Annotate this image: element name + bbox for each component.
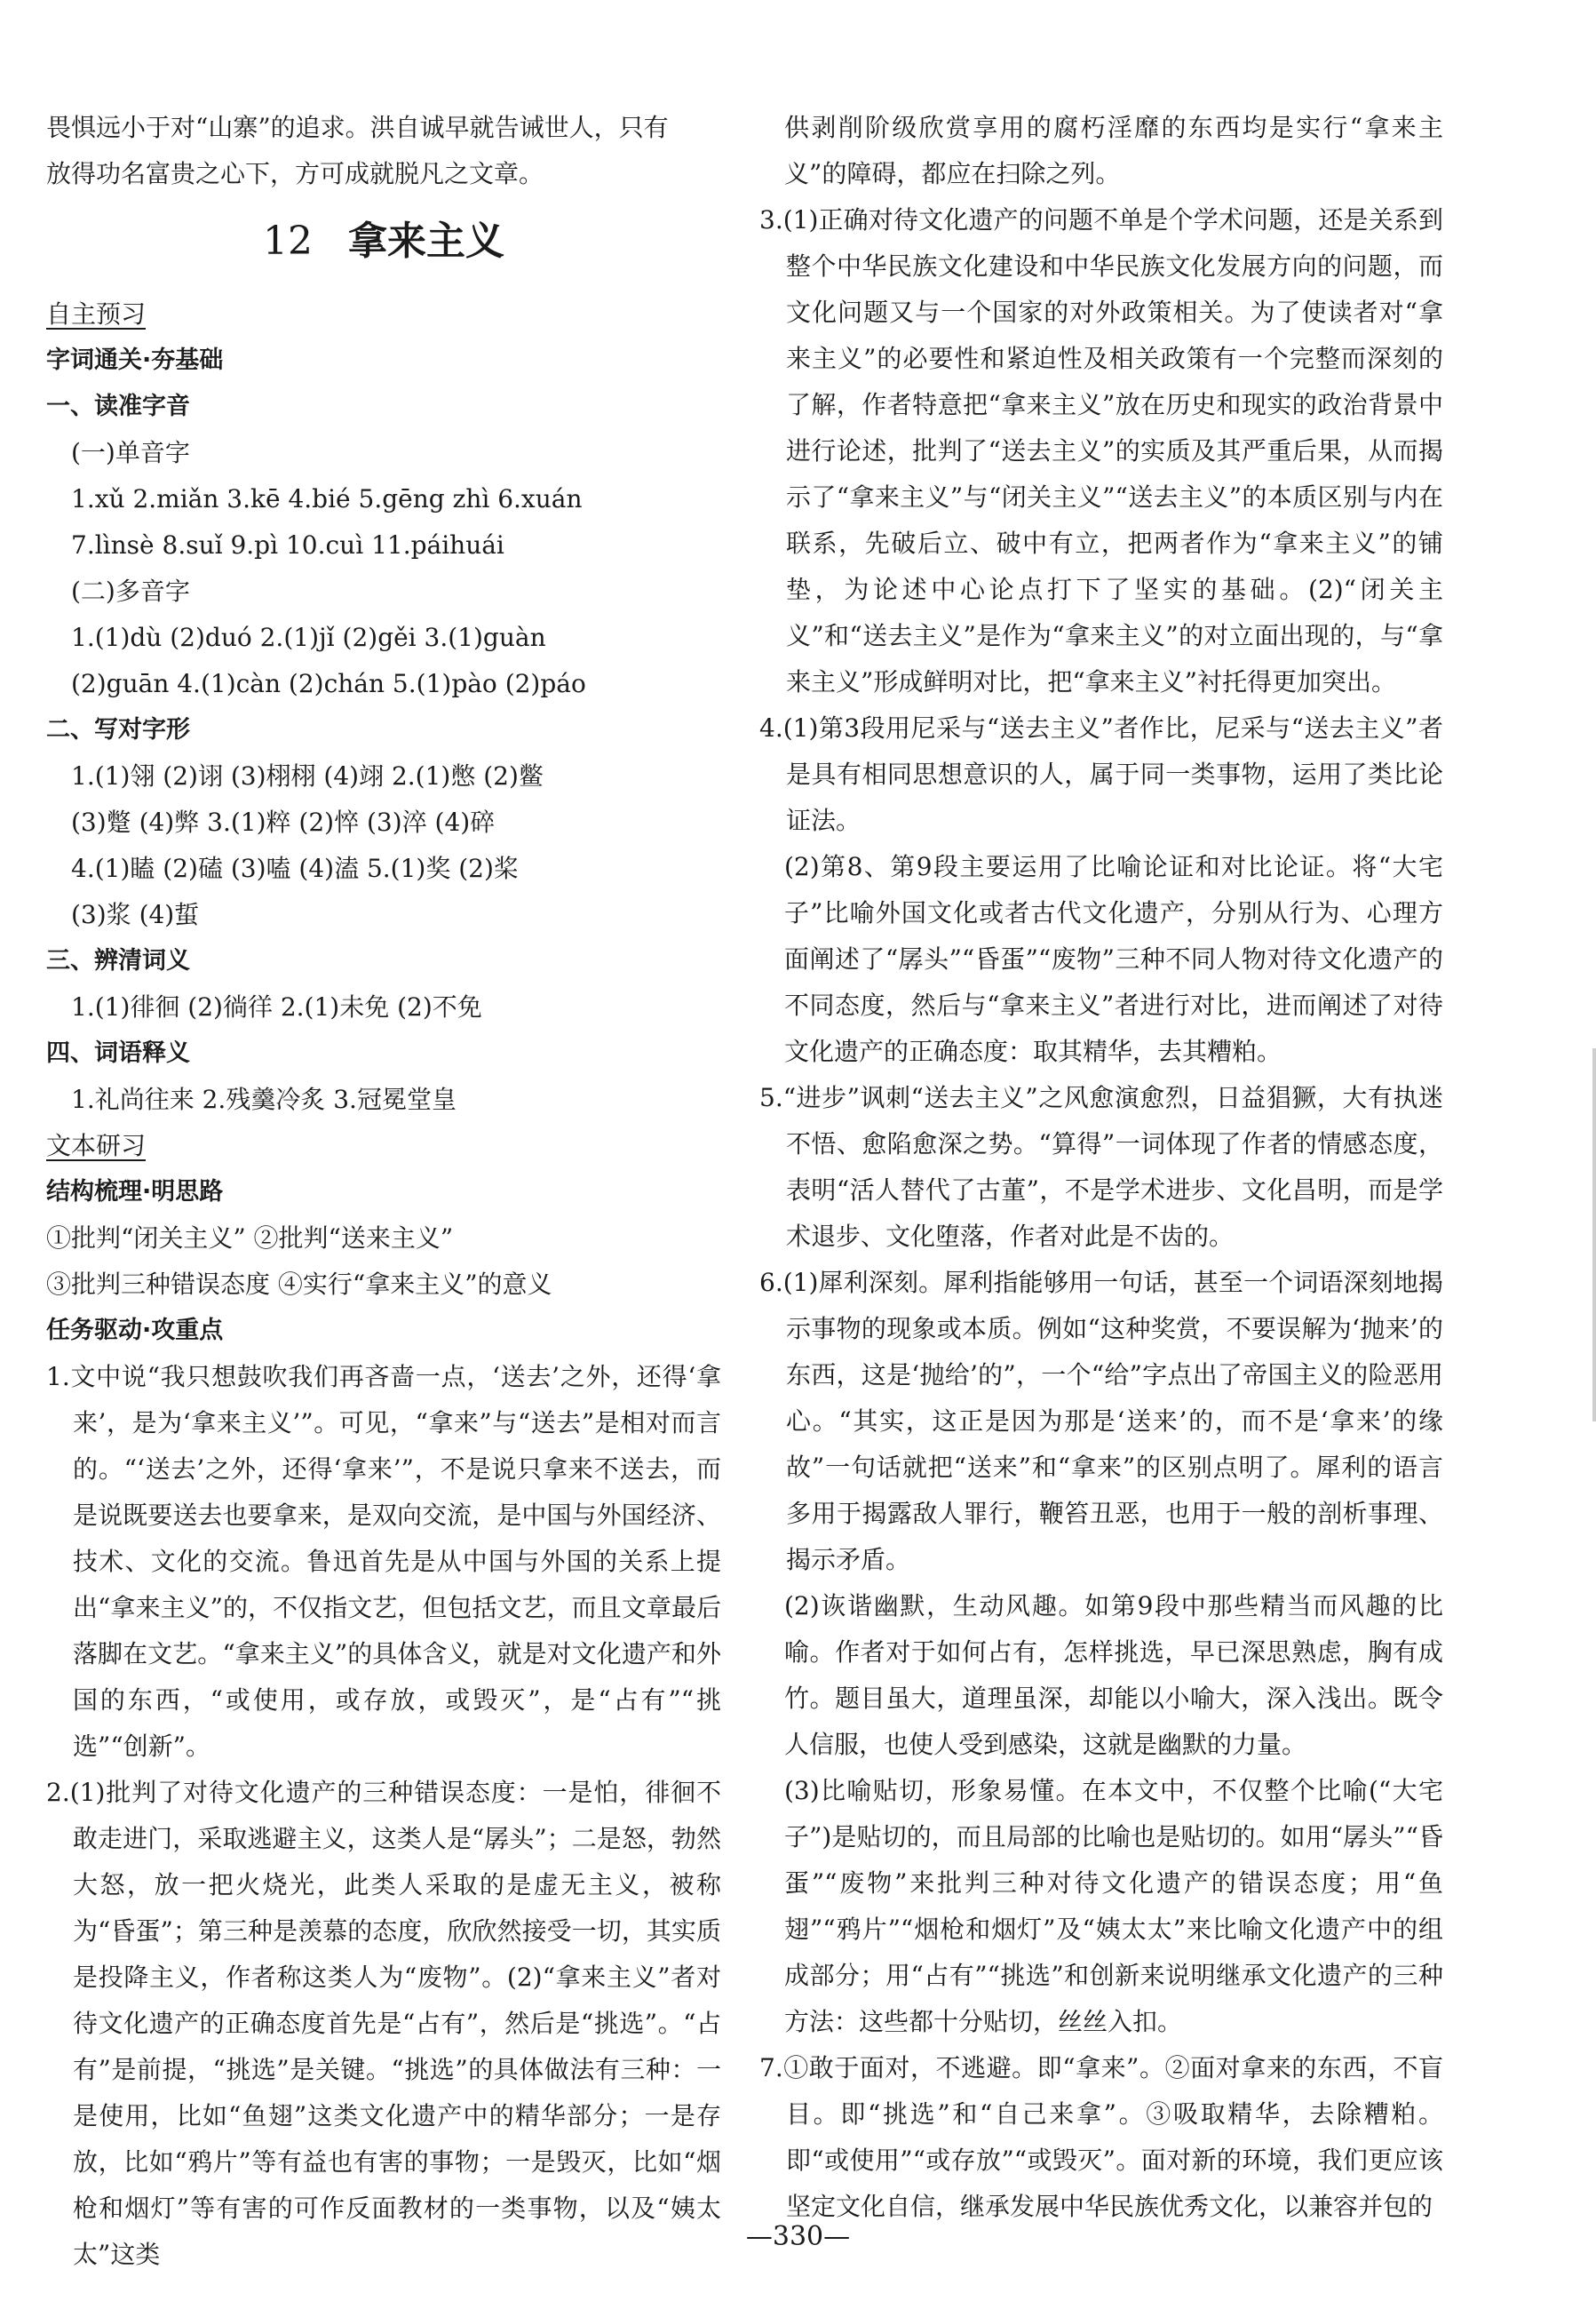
- answer-2: 2.(1)批判了对待文化遗产的三种错误态度：一是怕，徘徊不敢走进门，采取逃避主义，这类人是“孱头”；二是怒，勃然大怒，放一把火烧光，此类人采取的是虚无主义，被称为“昏蛋”；第三种是羡慕的态度，欣欣然接受一切，其实质是投降主义，作者称这类人为“废物”。(2)“拿来主义”者对待文化遗产的正确态度首先是“占有”，然后是“挑选”。“占有”是前提，“挑选”是关键。“挑选”的具体做法有三种：一是使用，比如“鱼翅”这类文化遗产中的精华部分；一是存放，比如“鸦片”等有益也有害的事物；一是毁灭，比如“烟枪和烟灯”等有害的可作反面教材的一类事物，以及“姨太太”这类: [46, 1778, 721, 2269]
- heading-tasks: 任务驱动·攻重点: [46, 1317, 224, 1344]
- answer-line: 1.礼尚往来 2.残羹冷炙 3.冠冕堂皇: [71, 1085, 457, 1114]
- answer-line: (3)浆 (4)蜇: [71, 900, 200, 929]
- heading-characters: 二、写对字形: [46, 716, 190, 744]
- answer-4-part-2: (2)第8、第9段主要运用了比喻论证和对比论证。将“大宅子”比喻外国文化或者古代文化遗产，分别从行为、心理方面阐述了“孱头”“昏蛋”“废物”三种不同人物对待文化遗产的不同态度，然后与“拿来主义”者进行对比，进而阐述了对待文化遗产的正确态度：取其精华，去其糟粕。: [784, 852, 1443, 1066]
- lesson-name: 拿来主义: [348, 219, 504, 264]
- answer-line: 1.xǔ 2.miǎn 3.kē 4.bié 5.gēng zhì 6.xuán: [71, 484, 583, 514]
- sub-heading-single: (一)单音字: [71, 438, 190, 467]
- lesson-title: [46, 215, 721, 268]
- sub-heading-multi: (二)多音字: [71, 577, 190, 606]
- page-edge-shadow: [1592, 1048, 1596, 1421]
- section-heading-study: 文本研习: [46, 1131, 147, 1160]
- answer-5: 5.“进步”讽刺“送去主义”之风愈演愈烈，日益猖獗，大有执迷不悟、愈陷愈深之势。“算得”一词体现了作者的情感态度，表明“活人替代了古董”，不是学术进步、文化昌明，而是学术退步、文化堕落，作者对此是不齿的。: [759, 1083, 1443, 1251]
- answer-6-part-1: 6.(1)犀利深刻。犀利指能够用一句话，甚至一个词语深刻地揭示事物的现象或本质。例如“这种奖赏，不要误解为‘抛来’的东西，这是‘抛给’的”，一个“给”字点出了帝国主义的险恶用心。“其实，这正是因为那是‘送来’的，而不是‘拿来’的缘故”一句话就把“送来”和“拿来”的区别点明了。犀利的语言多用于揭露敌人罪行，鞭笞丑恶，也用于一般的剖析事理、揭示矛盾。: [759, 1268, 1443, 1574]
- section-heading-preview: 自主预习: [46, 299, 147, 329]
- answer-3: 3.(1)正确对待文化遗产的问题不单是个学术问题，还是关系到整个中华民族文化建设和中华民族文化发展方向的问题，而文化问题又与一个国家的对外政策相关。为了使读者对“拿来主义”的必要性和紧迫性及相关政策有一个完整而深刻的了解，作者特意把“拿来主义”放在历史和现实的政治背景中进行论述，批判了“送去主义”的实质及其严重后果，从而揭示了“拿来主义”与“闭关主义”“送去主义”的本质区别与内在联系，先破后立、破中有立，把两者作为“拿来主义”的铺垫，为论述中心论点打下了坚实的基础。(2)“闭关主义”和“送去主义”是作为“拿来主义”的对立面出现的，与“拿来主义”形成鲜明对比，把“拿来主义”衬托得更加突出。: [759, 205, 1443, 697]
- answer-line: 1.(1)翎 (2)诩 (3)栩栩 (4)翊 2.(1)憋 (2)鳖: [71, 761, 544, 791]
- intro-line-2: 放得功名富贵之心下，方可成就脱凡之文章。: [46, 159, 544, 188]
- structure-line: ①批判“闭关主义” ②批判“送来主义”: [46, 1223, 454, 1253]
- answer-line: 4.(1)瞌 (2)磕 (3)嗑 (4)溘 5.(1)奖 (2)桨: [71, 854, 519, 883]
- answer-line: 7.lìnsè 8.suǐ 9.pì 10.cuì 11.páihuái: [71, 530, 504, 560]
- answer-1: 1.文中说“我只想鼓吹我们再吝啬一点，‘送去’之外，还得‘拿来’，是为‘拿来主义’”。可见，“拿来”与“送去”是相对而言的。“‘送去’之外，还得‘拿来’”，不是说只拿来不送去，而是说既要送去也要拿来，是双向交流，是中国与外国经济、技术、文化的交流。鲁迅首先是从中国与外国的关系上提出“拿来主义”的，不仅指文艺，但包括文艺，而且文章最后落脚在文艺。“拿来主义”的具体含义，就是对文化遗产和外国的东西，“或使用，或存放，或毁灭”，是“占有”“挑选”“创新”。: [46, 1362, 721, 1761]
- answer-line: (3)蹩 (4)弊 3.(1)粹 (2)悴 (3)淬 (4)碎: [71, 808, 496, 837]
- answer-6-part-3: (3)比喻贴切，形象易懂。在本文中，不仅整个比喻(“大宅子”)是贴切的，而且局部的比喻也是贴切的。如用“孱头”“昏蛋”“废物”来批判三种对待文化遗产的错误态度；用“鱼翅”“鸦片”“烟枪和烟灯”及“姨太太”来比喻文化遗产中的组成部分；用“占有”“挑选”和创新来说明继承文化遗产的三种方法：这些都十分贴切，丝丝入扣。: [784, 1776, 1443, 2036]
- right-column: [759, 105, 1443, 2230]
- answer-2-continued: 供剥削阶级欣赏享用的腐朽淫靡的东西均是实行“拿来主义”的障碍，都应在扫除之列。: [784, 113, 1443, 188]
- heading-structure: 结构梳理·明思路: [46, 1178, 224, 1206]
- lesson-number: 12: [263, 219, 313, 264]
- heading-pronunciation: 一、读准字音: [46, 393, 190, 420]
- intro-line-1: 畏惧远小于对“山寨”的追求。洪自诚早就告诫世人，只有: [46, 113, 669, 142]
- answer-6-part-2: (2)诙谐幽默，生动风趣。如第9段中那些精当而风趣的比喻。作者对于如何占有，怎样挑选，早已深思熟虑，胸有成竹。题目虽大，道理虽深，却能以小喻大，深入浅出。既令人信服，也使人受到感染，这就是幽默的力量。: [784, 1591, 1443, 1759]
- answer-line: 1.(1)dù (2)duó 2.(1)jǐ (2)gěi 3.(1)guàn: [71, 623, 546, 652]
- answer-line: 1.(1)徘徊 (2)徜徉 2.(1)未免 (2)不免: [71, 992, 482, 1022]
- answer-line: (2)guān 4.(1)càn (2)chán 5.(1)pào (2)páo: [71, 669, 586, 698]
- structure-line: ③批判三种错误态度 ④实行“拿来主义”的意义: [46, 1270, 552, 1299]
- heading-definition: 四、词语释义: [46, 1039, 190, 1067]
- answer-7: 7.①敢于面对，不逃避。即“拿来”。②面对拿来的东西，不盲目。即“挑选”和“自己来拿”。③吸取精华，去除糟粕。即“或使用”“或存放”“或毁灭”。面对新的环境，我们更应该坚定文化自信，继承发展中华民族优秀文化，以兼容并包的: [759, 2053, 1443, 2221]
- heading-meaning: 三、辨清词义: [46, 947, 190, 975]
- answer-4-part-1: 4.(1)第3段用尼采与“送去主义”者作比，尼采与“送去主义”者是具有相同思想意识的人，属于同一类事物，运用了类比论证法。: [759, 713, 1443, 835]
- left-column: [46, 105, 721, 2278]
- page-number: —330—: [745, 2221, 851, 2252]
- heading-zici: 字词通关·夯基础: [46, 346, 224, 374]
